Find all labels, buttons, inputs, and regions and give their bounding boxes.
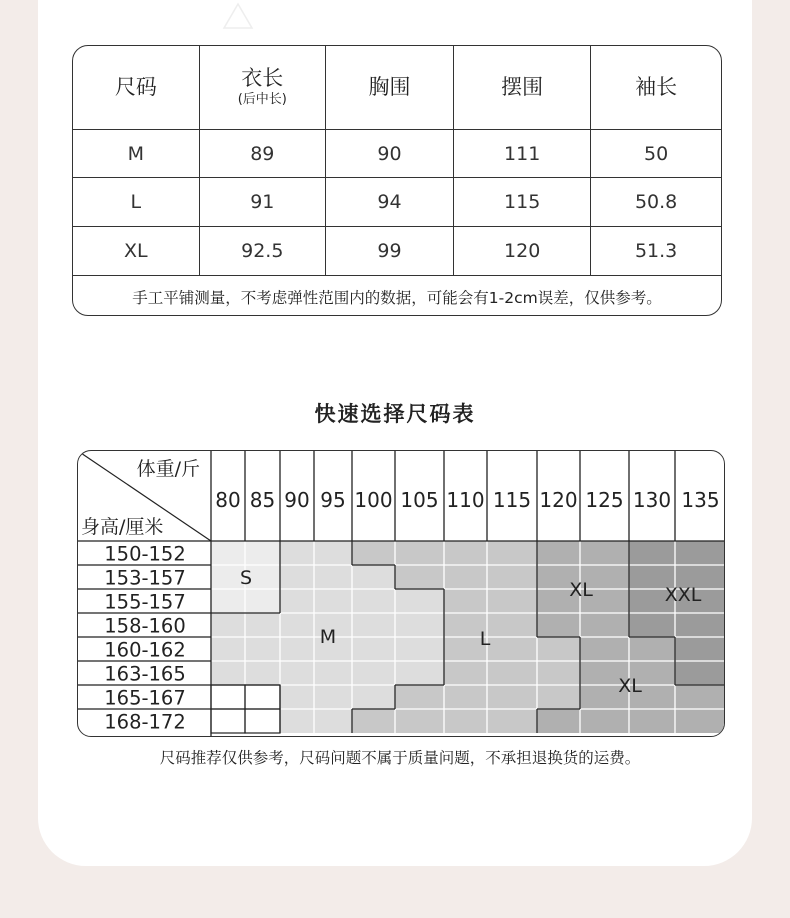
size-cell xyxy=(487,685,537,709)
height-tick-label: 158-160 xyxy=(104,614,186,638)
size-cell xyxy=(245,589,280,613)
size-cell xyxy=(211,685,245,709)
height-tick-label: 165-167 xyxy=(104,686,186,710)
size-cell xyxy=(352,589,395,613)
table-cell: 120 xyxy=(454,227,591,276)
weight-tick-label: 80 xyxy=(215,488,241,512)
size-cell xyxy=(487,637,537,661)
size-cell xyxy=(352,709,395,733)
size-cell xyxy=(629,637,675,661)
size-cell xyxy=(280,685,314,709)
size-cell xyxy=(629,541,675,565)
size-cell xyxy=(580,637,629,661)
size-cell xyxy=(245,541,280,565)
height-tick-label: 153-157 xyxy=(104,566,186,590)
size-cell xyxy=(395,709,444,733)
size-cell xyxy=(211,637,245,661)
weight-tick-label: 110 xyxy=(446,488,485,512)
weight-tick-label: 85 xyxy=(249,488,276,512)
size-cell xyxy=(245,613,280,637)
table-row xyxy=(73,227,721,276)
size-cell xyxy=(314,661,352,685)
size-region-label: L xyxy=(479,628,491,650)
size-cell xyxy=(280,589,314,613)
size-cell xyxy=(245,685,280,709)
size-cell xyxy=(245,661,280,685)
size-cell xyxy=(211,589,245,613)
size-cell xyxy=(537,637,580,661)
weight-tick-label: 95 xyxy=(320,488,346,512)
table-row xyxy=(73,178,721,227)
table-cell: 50 xyxy=(591,130,721,178)
size-cell xyxy=(629,709,675,733)
size-cell xyxy=(444,709,487,733)
size-cell xyxy=(314,685,352,709)
size-region-label: XXL xyxy=(664,584,702,606)
size-cell xyxy=(395,685,444,709)
size-cell xyxy=(675,541,725,565)
height-tick-label: 155-157 xyxy=(104,590,186,614)
table-cell: 99 xyxy=(325,227,453,276)
size-cell xyxy=(537,685,580,709)
size-region-label: M xyxy=(319,626,337,648)
size-cell xyxy=(280,661,314,685)
size-cell xyxy=(537,541,580,565)
header-hem: 摆围 xyxy=(454,46,591,130)
table-cell: 115 xyxy=(454,178,591,227)
height-tick-label: 163-165 xyxy=(104,662,186,686)
size-chart-title: 快速选择尺码表 xyxy=(314,402,476,426)
size-cell xyxy=(245,637,280,661)
weight-tick-label: 90 xyxy=(284,488,310,512)
corner-height-label: 身高/厘米 xyxy=(81,516,164,538)
size-cell xyxy=(352,637,395,661)
size-chart-svg xyxy=(78,451,725,737)
size-cell xyxy=(395,589,444,613)
size-cell xyxy=(395,613,444,637)
size-cell xyxy=(675,685,725,709)
height-tick-label: 150-152 xyxy=(104,542,186,566)
table-header-row xyxy=(73,46,721,130)
size-cell xyxy=(580,541,629,565)
size-cell xyxy=(629,613,675,637)
header-size: 尺码 xyxy=(73,46,199,130)
size-cell xyxy=(444,661,487,685)
size-cell xyxy=(444,589,487,613)
corner-weight-label: 体重/斤 xyxy=(136,458,200,480)
weight-tick-label: 105 xyxy=(400,488,439,512)
size-cell xyxy=(280,637,314,661)
size-cell xyxy=(352,613,395,637)
header-chest: 胸围 xyxy=(325,46,453,130)
weight-tick-label: 135 xyxy=(681,488,720,512)
table-cell: 50.8 xyxy=(591,178,721,227)
weight-tick-label: 130 xyxy=(632,488,672,512)
size-cell xyxy=(537,709,580,733)
size-cell xyxy=(211,541,245,565)
measurement-note: 手工平铺测量，不考虑弹性范围内的数据，可能会有1-2cm误差，仅供参考。 xyxy=(132,289,662,307)
size-chart-note: 尺码推荐仅供参考，尺码问题不属于质量问题，不承担退换货的运费。 xyxy=(159,749,641,767)
size-cell xyxy=(211,661,245,685)
table-cell: 89 xyxy=(199,130,325,178)
table-cell: XL xyxy=(73,227,199,276)
size-chart xyxy=(77,450,725,737)
size-cell xyxy=(580,709,629,733)
table-cell: 91 xyxy=(199,178,325,227)
size-cell xyxy=(352,565,395,589)
size-cell xyxy=(280,565,314,589)
size-cell xyxy=(314,709,352,733)
size-cell xyxy=(487,613,537,637)
table-cell: L xyxy=(73,178,199,227)
table-cell: 90 xyxy=(325,130,453,178)
size-cell xyxy=(580,613,629,637)
size-cell xyxy=(487,565,537,589)
size-cell xyxy=(487,661,537,685)
size-cell xyxy=(444,565,487,589)
size-cell xyxy=(352,685,395,709)
size-cell xyxy=(395,541,444,565)
size-cell xyxy=(314,589,352,613)
size-cell xyxy=(675,661,725,685)
table-cell: 111 xyxy=(454,130,591,178)
size-cell xyxy=(352,661,395,685)
header-sleeve: 袖长 xyxy=(591,46,721,130)
size-cell xyxy=(395,661,444,685)
header-length-sub: (后中长) xyxy=(237,92,287,108)
table-cell: 94 xyxy=(325,178,453,227)
size-cell xyxy=(675,709,725,733)
table-cell: M xyxy=(73,130,199,178)
weight-tick-label: 115 xyxy=(492,488,532,512)
size-cell xyxy=(537,661,580,685)
size-cell xyxy=(444,541,487,565)
size-cell xyxy=(487,541,537,565)
height-tick-label: 168-172 xyxy=(104,710,186,734)
weight-tick-label: 125 xyxy=(585,488,624,512)
table-cell: 51.3 xyxy=(591,227,721,276)
size-cell xyxy=(314,541,352,565)
weight-tick-label: 100 xyxy=(354,488,393,512)
size-cell xyxy=(487,709,537,733)
size-region-label: XL xyxy=(618,675,642,697)
size-cell xyxy=(395,565,444,589)
size-cell xyxy=(444,685,487,709)
size-cell xyxy=(280,541,314,565)
size-cell xyxy=(352,541,395,565)
size-region-label: S xyxy=(239,567,253,589)
size-cell xyxy=(314,565,352,589)
size-cell xyxy=(675,613,725,637)
size-cell xyxy=(675,637,725,661)
table-cell: 92.5 xyxy=(199,227,325,276)
size-region-label: XL xyxy=(569,579,593,601)
size-cell xyxy=(537,613,580,637)
size-cell xyxy=(245,709,280,733)
size-cell xyxy=(211,613,245,637)
size-cell xyxy=(280,613,314,637)
measurement-table xyxy=(72,45,722,316)
weight-tick-label: 120 xyxy=(539,488,578,512)
size-cell xyxy=(487,589,537,613)
triangle-decoration-icon xyxy=(220,0,256,30)
size-cell xyxy=(211,709,245,733)
height-tick-label: 160-162 xyxy=(104,638,186,662)
size-cell xyxy=(395,637,444,661)
header-length: 衣长 (后中长) xyxy=(199,46,325,130)
size-cell xyxy=(280,709,314,733)
table-row xyxy=(73,130,721,178)
